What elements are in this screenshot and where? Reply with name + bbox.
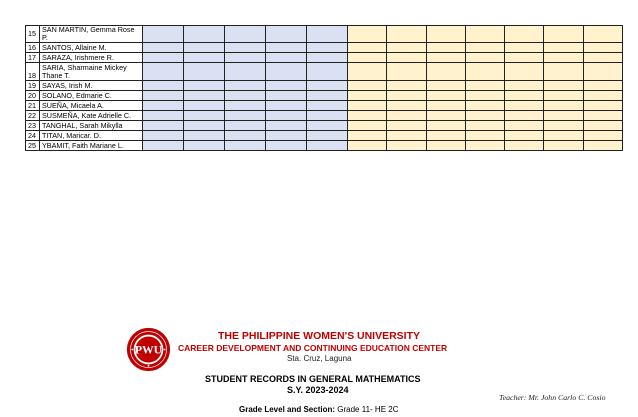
location: Sta. Cruz, Laguna (287, 354, 352, 363)
score-cell[interactable] (583, 43, 622, 53)
grade-cell[interactable] (225, 26, 266, 43)
table-row (26, 111, 623, 121)
grade-cell[interactable] (266, 26, 307, 43)
grade-cell[interactable] (266, 43, 307, 53)
grade-cell[interactable] (225, 63, 266, 81)
grade-cell[interactable] (307, 26, 348, 43)
table-row (26, 53, 623, 63)
score-cell[interactable] (387, 53, 426, 63)
student-number: 22 (26, 111, 40, 121)
student-name: YBAMIT, Faith Mariane L. (40, 141, 143, 151)
grade-cell[interactable] (266, 131, 307, 141)
student-number: 20 (26, 91, 40, 101)
score-cell[interactable] (505, 53, 544, 63)
score-cell[interactable] (583, 141, 622, 151)
grade-cell[interactable] (143, 53, 184, 63)
grade-cell[interactable] (307, 121, 348, 131)
score-cell[interactable] (544, 53, 583, 63)
score-cell[interactable] (583, 81, 622, 91)
score-cell[interactable] (465, 101, 504, 111)
score-cell[interactable] (544, 141, 583, 151)
score-cell[interactable] (544, 91, 583, 101)
score-cell[interactable] (505, 43, 544, 53)
grade-cell[interactable] (143, 101, 184, 111)
score-cell[interactable] (544, 81, 583, 91)
student-number: 15 (26, 26, 40, 43)
section-line (239, 405, 398, 414)
student-name: TANGHAL, Sarah Mikylla (40, 121, 143, 131)
student-records-table (25, 25, 623, 151)
grade-cell[interactable] (143, 81, 184, 91)
grade-cell[interactable] (307, 43, 348, 53)
table-row (26, 101, 623, 111)
score-cell[interactable] (544, 131, 583, 141)
score-cell[interactable] (348, 91, 387, 101)
score-cell[interactable] (426, 63, 465, 81)
score-cell[interactable] (387, 26, 426, 43)
grade-cell[interactable] (266, 91, 307, 101)
grade-cell[interactable] (184, 91, 225, 101)
grade-cell[interactable] (184, 111, 225, 121)
score-cell[interactable] (426, 101, 465, 111)
score-cell[interactable] (505, 121, 544, 131)
student-name: SARAZA, Irishmere R. (40, 53, 143, 63)
score-cell[interactable] (387, 43, 426, 53)
records-title: STUDENT RECORDS IN GENERAL MATHEMATICS (205, 374, 421, 384)
grade-cell[interactable] (143, 131, 184, 141)
grade-cell[interactable] (225, 43, 266, 53)
score-cell[interactable] (465, 121, 504, 131)
score-cell[interactable] (465, 63, 504, 81)
university-seal-logo (126, 327, 171, 372)
score-cell[interactable] (583, 131, 622, 141)
score-cell[interactable] (426, 91, 465, 101)
grade-cell[interactable] (143, 91, 184, 101)
score-cell[interactable] (583, 111, 622, 121)
score-cell[interactable] (505, 91, 544, 101)
grade-cell[interactable] (143, 43, 184, 53)
school-year: S.Y. 2023-2024 (287, 385, 349, 395)
score-cell[interactable] (426, 121, 465, 131)
grade-cell[interactable] (184, 101, 225, 111)
score-cell[interactable] (348, 131, 387, 141)
table-row (26, 91, 623, 101)
grade-cell[interactable] (307, 141, 348, 151)
grade-cell[interactable] (225, 141, 266, 151)
grade-cell[interactable] (184, 121, 225, 131)
table-row (26, 141, 623, 151)
score-cell[interactable] (505, 141, 544, 151)
score-cell[interactable] (505, 63, 544, 81)
grade-cell[interactable] (143, 141, 184, 151)
score-cell[interactable] (348, 26, 387, 43)
grade-cell[interactable] (266, 81, 307, 91)
grade-cell[interactable] (225, 91, 266, 101)
score-cell[interactable] (426, 141, 465, 151)
student-name: SAYAS, Irish M. (40, 81, 143, 91)
score-cell[interactable] (465, 81, 504, 91)
score-cell[interactable] (465, 111, 504, 121)
table-row (26, 43, 623, 53)
section-value: Grade 11- HE 2C (337, 405, 399, 414)
score-cell[interactable] (544, 121, 583, 131)
grade-cell[interactable] (184, 63, 225, 81)
table-row (26, 81, 623, 91)
student-number: 18 (26, 63, 40, 81)
score-cell[interactable] (583, 91, 622, 101)
grade-cell[interactable] (307, 131, 348, 141)
score-cell[interactable] (387, 63, 426, 81)
grade-cell[interactable] (266, 53, 307, 63)
score-cell[interactable] (583, 53, 622, 63)
score-cell[interactable] (505, 131, 544, 141)
grade-cell[interactable] (266, 63, 307, 81)
grade-cell[interactable] (184, 26, 225, 43)
student-name: SOLANO, Edmarie C. (40, 91, 143, 101)
center-name: CAREER DEVELOPMENT AND CONTINUING EDUCATION CENTER (178, 343, 448, 353)
grade-cell[interactable] (225, 53, 266, 63)
score-cell[interactable] (505, 26, 544, 43)
student-number: 25 (26, 141, 40, 151)
student-name: SANTOS, Allaine M. (40, 43, 143, 53)
grade-cell[interactable] (266, 101, 307, 111)
student-name: SAN MARTIN, Gemma Rose P. (40, 26, 143, 43)
grade-cell[interactable] (225, 131, 266, 141)
grade-cell[interactable] (266, 141, 307, 151)
score-cell[interactable] (387, 131, 426, 141)
grade-cell[interactable] (225, 101, 266, 111)
score-cell[interactable] (544, 111, 583, 121)
score-cell[interactable] (348, 111, 387, 121)
score-cell[interactable] (348, 43, 387, 53)
grade-cell[interactable] (225, 111, 266, 121)
student-name: SUSMEÑA, Kate Adrielle C. (40, 111, 143, 121)
student-number: 19 (26, 81, 40, 91)
score-cell[interactable] (387, 141, 426, 151)
score-cell[interactable] (465, 43, 504, 53)
grade-cell[interactable] (307, 101, 348, 111)
score-cell[interactable] (583, 101, 622, 111)
university-name: THE PHILIPPINE WOMEN'S UNIVERSITY (218, 330, 421, 342)
svg-text:PWU: PWU (134, 343, 163, 357)
score-cell[interactable] (348, 101, 387, 111)
grade-cell[interactable] (143, 111, 184, 121)
teacher-name: Teacher: Mr. John Carlo C. Cosio (499, 393, 606, 402)
student-rows (26, 26, 623, 151)
grade-cell[interactable] (143, 121, 184, 131)
student-name: SARIA, Sharmaine Mickey Thane T. (40, 63, 143, 81)
score-cell[interactable] (505, 81, 544, 91)
score-cell[interactable] (387, 81, 426, 91)
section-label: Grade Level and Section: (239, 405, 336, 414)
grade-cell[interactable] (184, 43, 225, 53)
grade-cell[interactable] (143, 26, 184, 43)
table-row (26, 26, 623, 43)
student-number: 21 (26, 101, 40, 111)
grade-cell[interactable] (307, 111, 348, 121)
grade-cell[interactable] (307, 81, 348, 91)
score-cell[interactable] (426, 111, 465, 121)
score-cell[interactable] (544, 101, 583, 111)
score-cell[interactable] (544, 63, 583, 81)
score-cell[interactable] (465, 91, 504, 101)
score-cell[interactable] (387, 91, 426, 101)
score-cell[interactable] (465, 53, 504, 63)
score-cell[interactable] (348, 81, 387, 91)
score-cell[interactable] (426, 53, 465, 63)
grade-cell[interactable] (266, 111, 307, 121)
grade-cell[interactable] (225, 81, 266, 91)
score-cell[interactable] (426, 81, 465, 91)
score-cell[interactable] (426, 131, 465, 141)
score-cell[interactable] (583, 63, 622, 81)
score-cell[interactable] (544, 26, 583, 43)
score-cell[interactable] (465, 131, 504, 141)
student-number: 23 (26, 121, 40, 131)
student-number: 24 (26, 131, 40, 141)
grade-cell[interactable] (225, 121, 266, 131)
score-cell[interactable] (583, 121, 622, 131)
student-number: 16 (26, 43, 40, 53)
score-cell[interactable] (465, 141, 504, 151)
score-cell[interactable] (348, 141, 387, 151)
score-cell[interactable] (348, 63, 387, 81)
grade-cell[interactable] (307, 91, 348, 101)
score-cell[interactable] (387, 121, 426, 131)
score-cell[interactable] (348, 121, 387, 131)
grade-cell[interactable] (143, 63, 184, 81)
score-cell[interactable] (505, 101, 544, 111)
table-row (26, 63, 623, 81)
score-cell[interactable] (583, 26, 622, 43)
score-cell[interactable] (505, 111, 544, 121)
grade-cell[interactable] (184, 131, 225, 141)
score-cell[interactable] (348, 53, 387, 63)
table-row (26, 131, 623, 141)
grade-cell[interactable] (184, 53, 225, 63)
student-number: 17 (26, 53, 40, 63)
student-name: SUEÑA, Micaela A. (40, 101, 143, 111)
grade-cell[interactable] (184, 81, 225, 91)
score-cell[interactable] (465, 26, 504, 43)
grade-cell[interactable] (307, 63, 348, 81)
score-cell[interactable] (544, 43, 583, 53)
student-name: TITAN, Maricar. D. (40, 131, 143, 141)
grade-cell[interactable] (307, 53, 348, 63)
score-cell[interactable] (387, 101, 426, 111)
score-cell[interactable] (426, 26, 465, 43)
score-cell[interactable] (426, 43, 465, 53)
table-row (26, 121, 623, 131)
score-cell[interactable] (387, 111, 426, 121)
grade-cell[interactable] (184, 141, 225, 151)
grade-cell[interactable] (266, 121, 307, 131)
